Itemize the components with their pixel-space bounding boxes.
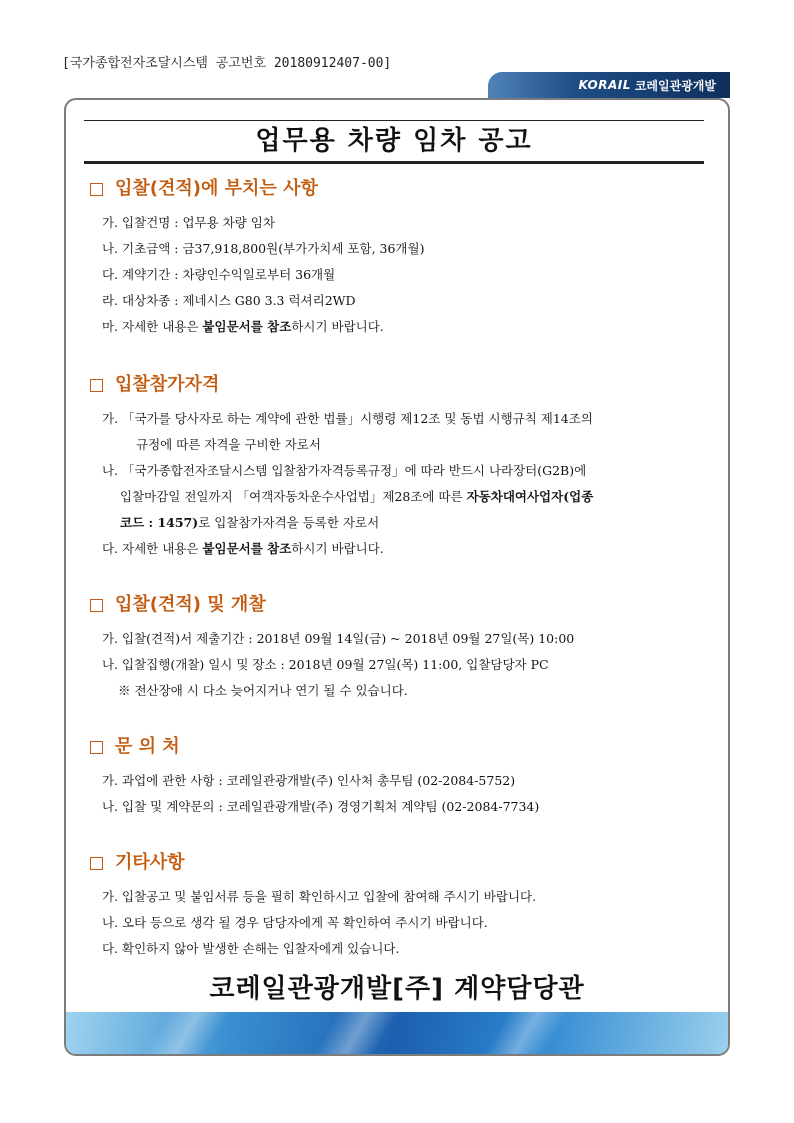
item-text: 하시기 바랍니다. (291, 541, 384, 556)
item-text: 입찰마감일 전일까지 「여객자동차운수사업법」제28조에 따른 (120, 489, 467, 504)
item-text: 마. 자세한 내용은 (102, 319, 203, 334)
checkbox-square-icon (90, 599, 103, 612)
section-bid-opening (90, 592, 710, 704)
checkbox-square-icon (90, 741, 103, 754)
footer-wave-banner (66, 1012, 728, 1056)
list-item: 나. 오타 등으로 생각 될 경우 담당자에게 꼭 확인하여 주시기 바랍니다. (102, 915, 488, 930)
checkbox-square-icon (90, 183, 103, 196)
list-item: 나. 입찰 및 계약문의 : 코레일관광개발(주) 경영기획처 계약팀 (02-2084-7734) (102, 799, 540, 814)
section-heading-text: 입찰(견적) 및 개찰 (115, 594, 266, 615)
list-item-continued: 규정에 따른 자격을 구비한 자로서 (136, 437, 321, 452)
section-heading-text: 입찰(견적)에 부치는 사항 (115, 178, 318, 199)
list-item: 다. 계약기간 : 차량인수익일로부터 36개월 (102, 267, 336, 282)
list-item: 가. 「국가를 당사자로 하는 계약에 관한 법률」시행령 제12조 및 동법 시행규칙 제14조의 (102, 411, 593, 426)
list-item (102, 314, 710, 340)
section-heading-text: 입찰참가자격 (115, 374, 220, 395)
checkbox-square-icon (90, 857, 103, 870)
wave-streak (143, 1012, 228, 1056)
list-item: 다. 확인하지 않아 발생한 손해는 입찰자에게 있습니다. (102, 941, 400, 956)
section-qualification (90, 372, 710, 562)
list-item-continued (120, 510, 710, 536)
list-item: 라. 대상차종 : 제네시스 G80 3.3 럭셔리2WD (102, 293, 356, 308)
item-bold-text: 코드 : 1457) (120, 515, 199, 530)
checkbox-square-icon (90, 379, 103, 392)
list-item: 나. 입찰집행(개찰) 일시 및 장소 : 2018년 09월 27일(목) 11:00, 입찰담당자 PC (102, 657, 549, 672)
logo-brand: KORAIL (578, 78, 631, 92)
list-item-continued (120, 484, 710, 510)
wave-streak (313, 1012, 398, 1056)
list-item: 가. 입찰건명 : 업무용 차량 임차 (102, 215, 275, 230)
wave-streak (483, 1012, 568, 1056)
list-item: 나. 「국가종합전자조달시스템 입찰참가자격등록규정」에 따라 반드시 나라장터(G2B)에 (102, 463, 587, 478)
section-heading (90, 176, 710, 202)
list-item: 가. 입찰(견적)서 제출기간 : 2018년 09월 14일(금) ~ 2018년 09월 27일(목) 10:00 (102, 631, 575, 646)
document-frame (64, 98, 730, 1056)
issuer-signature: 코레일관광개발[주] 계약담당관 (209, 974, 585, 1004)
logo-text: 코레일관광개발 (634, 78, 716, 93)
section-contact (90, 734, 710, 820)
notice-note: ※ 전산장애 시 다소 늦어지거나 연기 될 수 있습니다. (118, 683, 408, 698)
item-bold-text: 붙임문서를 참조 (202, 319, 292, 334)
item-text: 하시기 바랍니다. (291, 319, 384, 334)
section-heading (90, 372, 710, 398)
item-text: 다. 자세한 내용은 (102, 541, 203, 556)
title-rule-bottom (84, 161, 704, 164)
item-bold-text: 붙임문서를 참조 (202, 541, 292, 556)
notice-number: [국가종합전자조달시스템 공고번호 20180912407-00] (62, 56, 392, 71)
section-heading (90, 592, 710, 618)
section-heading (90, 734, 710, 760)
title-block (84, 120, 704, 164)
list-item (102, 536, 710, 562)
section-heading (90, 850, 710, 876)
section-bid-matters (90, 176, 710, 340)
list-item: 가. 과업에 관한 사항 : 코레일관광개발(주) 인사처 총무팀 (02-2084-5752) (102, 773, 516, 788)
section-heading-text: 문 의 처 (115, 736, 180, 757)
page-title: 업무용 차량 임차 공고 (255, 126, 533, 156)
list-item: 가. 입찰공고 및 붙임서류 등을 필히 확인하시고 입찰에 참여해 주시기 바랍니다. (102, 889, 537, 904)
section-heading-text: 기타사항 (115, 852, 185, 873)
korail-logo (488, 72, 730, 98)
item-bold-text: 자동차대여사업자(업종 (466, 489, 594, 504)
section-other (90, 850, 710, 962)
item-text: 로 입찰참가자격을 등록한 자로서 (198, 515, 380, 530)
list-item: 나. 기초금액 : 금37,918,800원(부가가치세 포함, 36개월) (102, 241, 425, 256)
